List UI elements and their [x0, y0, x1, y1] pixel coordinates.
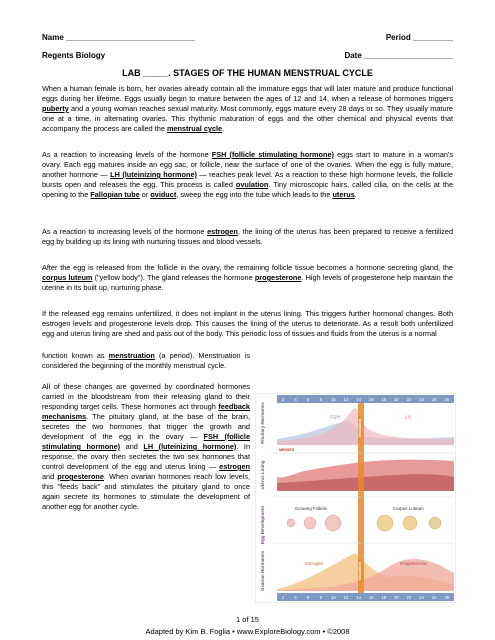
menstrual-cycle-figure — [255, 393, 456, 603]
day-label: 16 — [368, 595, 374, 600]
header-row-1 — [42, 33, 453, 42]
day-label: 22 — [406, 595, 412, 600]
day-label: 2 — [281, 397, 285, 402]
date-field-label: Date ____________________ — [344, 51, 453, 60]
class-label: Regents Biology — [42, 51, 106, 60]
corpus-luteum-1 — [377, 515, 393, 531]
estrogen-label: Estrogen — [305, 561, 324, 566]
day-label: 6 — [307, 397, 310, 402]
day-label: 8 — [319, 595, 322, 600]
day-label: 14 — [356, 595, 361, 600]
day-label: 14 — [356, 397, 361, 402]
day-label: 4 — [294, 595, 297, 600]
corpus-luteum-2 — [403, 516, 417, 530]
paragraph-estrogen: As a reaction to increasing levels of the hormone estrogen, the lining of the uterus has been prepared to receive a fertilized egg by building up its lining with nurturing tissues and blood vessels. — [42, 227, 454, 246]
day-label: 16 — [368, 397, 374, 402]
ovulation-label-top: Ovulation — [357, 418, 362, 438]
paragraph-menstruation-cont: function known as menstruation (a period). Menstruation is considered the beginning of the monthly menstrual cycle. — [42, 351, 250, 370]
day-label: 24 — [419, 397, 424, 402]
day-strip-bottom — [277, 593, 454, 601]
day-label: 18 — [381, 595, 387, 600]
day-label: 22 — [406, 397, 412, 402]
day-label: 4 — [294, 397, 297, 402]
day-label: 6 — [307, 595, 310, 600]
corpus-luteum-3 — [429, 517, 441, 529]
header-row-2 — [42, 51, 453, 60]
day-label: 18 — [381, 397, 387, 402]
lh-label: LH — [405, 415, 412, 421]
day-label: 12 — [343, 397, 349, 402]
row-label-uterus: Uterus Lining — [260, 460, 265, 490]
paragraph-intro: When a human female is born, her ovaries already contain all the immature eggs that will later mature and produce functional eggs during her lifetime. Eggs usually begin to mature between the ages of 12 and 14, when a release of hormones triggers puberty and a young woman reaches sexual maturity. Most commonly, eggs mature every 28 days or so. They usually mature one at a time, in alternating ovaries. This rhythmic maturation of eggs and the other chemical and physical events that accompany the process are called the menstrual cycle. — [42, 84, 453, 133]
row-label-egg: Egg Development — [260, 505, 265, 545]
day-label: 10 — [331, 397, 336, 402]
paragraph-menstruation: If the released egg remains unfertilized, it does not implant in the uterus lining. This triggers further hormonal changes. Both estrogen levels and progesterone levels drop. This causes the lining of the uterus to deteriorate. As a result both unfertilized egg and uterus lining are shed and pass out of the body. This periodic loss of tissues and fluids from the uterus is a normal — [42, 309, 453, 338]
day-label: 8 — [319, 397, 322, 402]
page-title: LAB _____. STAGES OF THE HUMAN MENSTRUAL CYCLE — [122, 68, 373, 78]
paragraph-corpus-luteum: After the egg is released from the follicle in the ovary, the remaining follicle tissue becomes a hormone secreting gland, the corpus luteum ("yellow body"). The gland releases the hormone progesterone. High levels of progesterone help maintain the uterine in its built up, nurturing phase. — [42, 263, 453, 292]
day-label: 26 — [431, 397, 437, 402]
row-label-ovarian: Ovarian Hormones — [260, 550, 265, 592]
follicle-3 — [325, 515, 341, 531]
corpus-luteum-label: Corpus Luteum — [393, 506, 424, 511]
period-field-label: Period _________ — [385, 33, 453, 42]
day-label: 2 — [281, 595, 285, 600]
day-label: 12 — [343, 595, 349, 600]
day-label: 28 — [444, 397, 450, 402]
follicle-2 — [304, 517, 316, 529]
day-label: 10 — [331, 595, 336, 600]
day-label: 20 — [394, 595, 399, 600]
name-field-label: Name _____________________________ — [42, 33, 196, 42]
day-strip-top — [277, 395, 454, 403]
paragraph-fsh-lh: As a reaction to increasing levels of the hormone FSH (follicle stimulating hormone) eggs start to mature in a woman's ovary. Each egg matures inside an egg sac, or follicle, near the surface of one of the ovaries. When the egg is fully mature, another hormone — LH (luteinizing hormone) — reaches peak level. As a reaction to these high hormone levels, the follicle bursts open and releases the egg. This process is called ovulation. Tiny microscopic hairs, called cilia, on the cells at the opening to the Fallopian tube or oviduct, sweep the egg into the tube which leads to the uterus. — [42, 150, 453, 199]
paragraph-feedback: All of these changes are governed by coordinated hormones carried in the bloodstream from their releasing gland to their responding target cells. These hormones act through feedback mechanisms. The pituitary gland, at the base of the brain, secretes the two hormones that trigger the growth and development of the egg in the ovary — FSH (follicle stimulating hormone) and LH (luteinizing hormone). In response, the ovary then secretes the two sex hormones that control development of the egg and uterus lining — estrogen and progesterone. When ovarian hormones reach low levels, this "feeds back" and stimulates the pituitary gland to once again secrete its hormones to stimulate the development of another egg for another cycle. — [42, 382, 250, 511]
footer-credit: Adapted by Kim B. Foglia • www.ExploreBiology.com • ©2008 — [145, 627, 350, 636]
row-label-pituitary: Pituitary Hormones — [260, 402, 265, 444]
ovulation-label-bottom: Ovulation — [357, 561, 362, 581]
day-label: 20 — [394, 397, 399, 402]
day-label: 24 — [419, 595, 424, 600]
growing-follicle-label: Growing Follicle — [295, 506, 328, 511]
menses-label: MENSES — [279, 448, 295, 452]
day-label: 26 — [431, 595, 437, 600]
fsh-label: FSH — [330, 415, 340, 421]
day-label: 28 — [444, 595, 450, 600]
page-number: 1 of 15 — [236, 615, 259, 624]
follicle-1 — [287, 519, 295, 527]
progesterone-label: Progesterone — [400, 561, 428, 566]
